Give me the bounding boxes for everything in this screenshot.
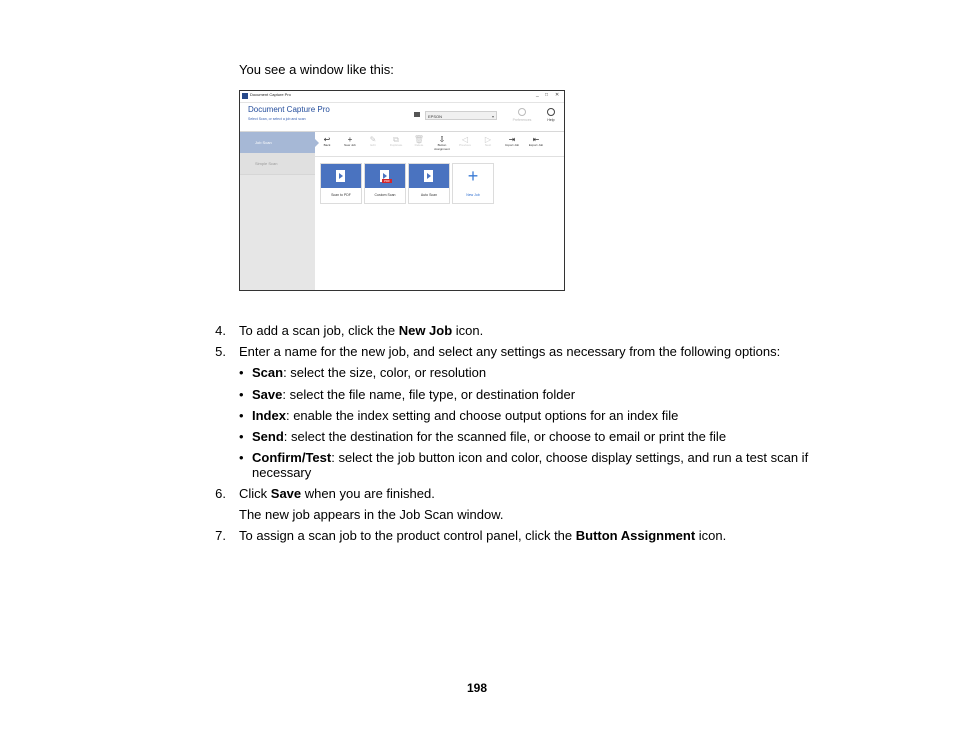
- trash-icon: 🗑: [413, 135, 425, 144]
- page-number: 198: [466, 681, 488, 695]
- button-assignment-button[interactable]: [432, 135, 452, 151]
- bullet: •: [239, 408, 244, 423]
- tile-label: Custom Scan: [374, 193, 396, 197]
- tile-banner: [321, 164, 361, 188]
- help-icon: [547, 108, 555, 116]
- duplicate-icon: ⧉: [393, 135, 399, 144]
- new-job-label: New Job: [344, 143, 356, 147]
- job-tile-auto-scan[interactable]: [408, 163, 450, 204]
- job-tile-scan-to-pdf[interactable]: [320, 163, 362, 204]
- text: : select the file name, file type, or destination folder: [282, 387, 576, 402]
- bullet: •: [239, 387, 244, 402]
- arrow-right-icon: ▷: [484, 135, 492, 144]
- tile-banner: [453, 164, 493, 188]
- text: when you are finished.: [301, 486, 435, 501]
- preferences-label: Preferences: [512, 118, 532, 122]
- tile-label: Auto Scan: [420, 193, 438, 197]
- bold-term: Send: [252, 429, 284, 444]
- window-title: Document Capture Pro: [250, 92, 291, 97]
- edit-label: Edit: [370, 143, 376, 147]
- scanner-icon: [414, 112, 420, 117]
- bullet-confirm-test: [252, 450, 808, 466]
- bold-term: Index: [252, 408, 286, 423]
- step-6-text: [239, 486, 435, 502]
- step-5-text: Enter a name for the new job, and select any settings as necessary from the following options:: [239, 344, 781, 359]
- step-number: 5.: [215, 344, 226, 359]
- intro-text: You see a window like this:: [239, 62, 394, 77]
- new-job-button[interactable]: [340, 135, 360, 148]
- bullet-save: [252, 387, 575, 403]
- plus-icon: +: [467, 166, 479, 186]
- text: : select the size, color, or resolution: [283, 365, 487, 380]
- document-icon: [424, 170, 433, 182]
- scanner-select[interactable]: [425, 111, 497, 120]
- text: : select the job button icon and color, choose display settings, and run a test scan if: [331, 450, 809, 465]
- toolbar: [315, 132, 564, 157]
- delete-label: Delete: [414, 143, 424, 147]
- next-label: Next: [484, 143, 492, 147]
- text: : enable the index setting and choose output options for an index file: [285, 408, 679, 423]
- step-6-note: The new job appears in the Job Scan window.: [239, 507, 504, 522]
- step-7-text: [239, 528, 726, 544]
- tile-label: Scan to PDF: [331, 193, 351, 197]
- text: : select the destination for the scanned file, or choose to email or print the file: [283, 429, 727, 444]
- import-job-button[interactable]: [502, 135, 522, 148]
- scanner-select-value: EPSON: [428, 114, 443, 119]
- export-icon: ⇤: [532, 135, 540, 144]
- bold-term: Confirm/Test: [252, 450, 332, 465]
- back-label: Back: [323, 143, 331, 147]
- bullet-confirm-test-cont: necessary: [252, 465, 312, 480]
- step-number: 6.: [215, 486, 226, 501]
- next-button[interactable]: [478, 135, 498, 148]
- export-job-label: Export Job: [528, 143, 544, 147]
- plus-icon: +: [347, 135, 353, 144]
- button-assignment-icon: ⇩: [438, 135, 446, 144]
- close-button[interactable]: ✕: [555, 92, 560, 98]
- import-icon: ⇥: [508, 135, 516, 144]
- bullet: •: [239, 450, 244, 465]
- app-subtitle: Select Scan, or select a job and scan: [248, 117, 306, 121]
- text: To assign a scan job to the product control panel, click the: [239, 528, 576, 543]
- chevron-down-icon: ▾: [491, 114, 494, 119]
- bullet: •: [239, 365, 244, 380]
- text: Click: [239, 486, 271, 501]
- back-button[interactable]: [317, 135, 337, 148]
- document-icon: [336, 170, 345, 182]
- export-job-button[interactable]: [526, 135, 546, 148]
- tile-banner: [365, 164, 405, 188]
- bullet: •: [239, 429, 244, 444]
- help-button[interactable]: [539, 108, 563, 122]
- previous-button[interactable]: [455, 135, 475, 148]
- minimize-button[interactable]: _: [536, 92, 539, 98]
- app-window-screenshot: [239, 90, 565, 291]
- import-job-label: Import Job: [504, 143, 520, 147]
- step-4-text: [239, 323, 483, 339]
- app-header: [240, 102, 564, 132]
- bold-term: Button Assignment: [575, 528, 696, 543]
- sidebar-item-simple-scan[interactable]: Simple Scan: [240, 153, 315, 175]
- step-number: 4.: [215, 323, 226, 338]
- button-assignment-label: Button Assignment: [434, 143, 450, 151]
- app-title: Document Capture Pro: [248, 105, 330, 114]
- text: icon.: [695, 528, 727, 543]
- pdf-badge: PDF: [384, 179, 390, 183]
- text: icon.: [452, 323, 484, 338]
- bold-term: Scan: [252, 365, 284, 380]
- gear-icon: [518, 108, 526, 116]
- previous-label: Previous: [459, 143, 471, 147]
- bold-term: Save: [252, 387, 283, 402]
- sidebar-item-job-scan[interactable]: Job Scan: [240, 132, 315, 153]
- duplicate-button[interactable]: [386, 135, 406, 148]
- tile-label: New Job: [466, 193, 480, 197]
- help-label: Help: [547, 118, 555, 122]
- app-icon: [242, 93, 248, 99]
- pencil-icon: ✎: [369, 135, 377, 144]
- preferences-button[interactable]: [510, 108, 534, 122]
- edit-button[interactable]: [363, 135, 383, 148]
- bold-term: New Job: [398, 323, 453, 338]
- back-icon: ↩: [323, 135, 331, 144]
- text: To add a scan job, click the: [239, 323, 399, 338]
- arrow-left-icon: ◁: [461, 135, 469, 144]
- delete-button[interactable]: [409, 135, 429, 148]
- duplicate-label: Duplicate: [389, 143, 403, 147]
- bullet-scan: [252, 365, 486, 381]
- maximize-button[interactable]: □: [545, 92, 549, 98]
- bullet-send: [252, 429, 726, 445]
- job-tile-custom-scan[interactable]: [364, 163, 406, 204]
- tile-banner: [409, 164, 449, 188]
- bullet-index: [252, 408, 678, 424]
- bold-term: Save: [270, 486, 302, 501]
- step-number: 7.: [215, 528, 226, 543]
- sidebar: [240, 132, 315, 290]
- job-tile-new-job[interactable]: [452, 163, 494, 204]
